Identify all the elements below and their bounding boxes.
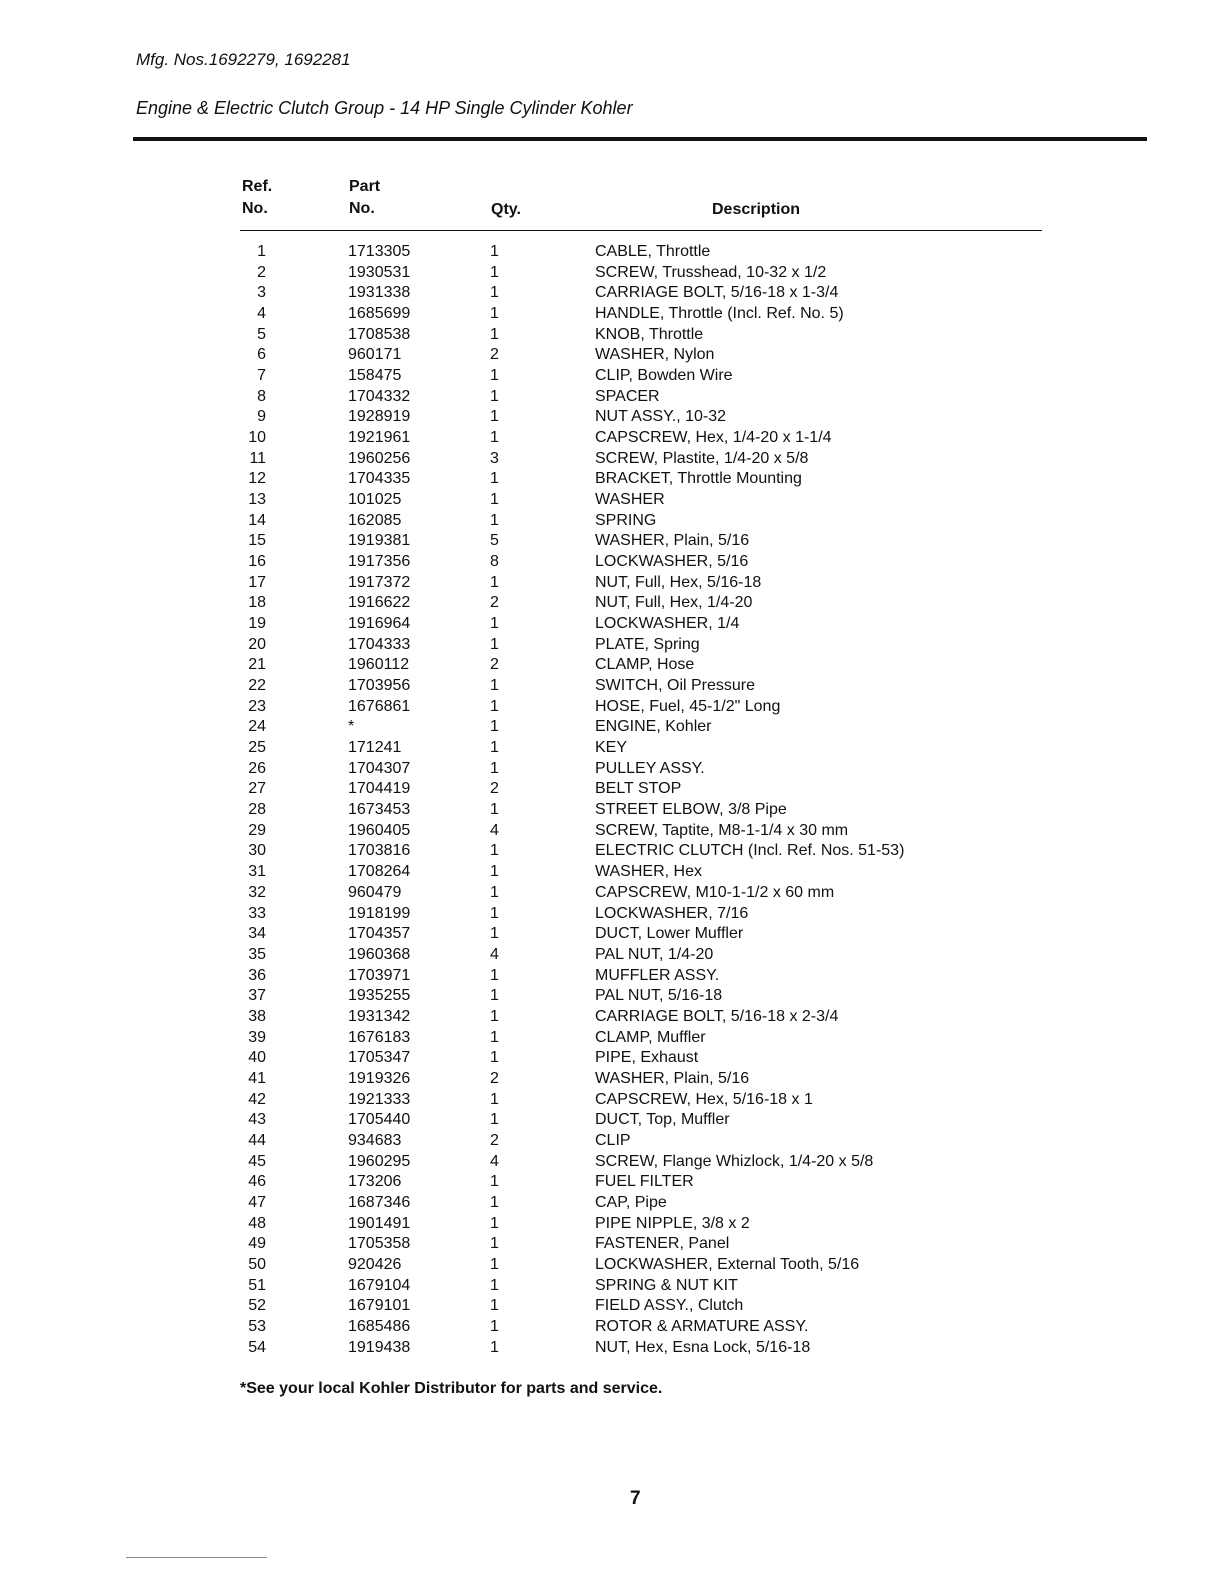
part-no-cell: 1673453	[348, 801, 411, 819]
part-no-cell: 1685699	[348, 305, 411, 323]
part-no-cell: 1960368	[348, 945, 411, 963]
part-no-cell: 1917372	[348, 573, 411, 591]
part-no-cell: 1916964	[348, 615, 411, 633]
table-row	[0, 738, 1224, 759]
description-cell: LOCKWASHER, External Tooth, 5/16	[595, 1255, 860, 1273]
part-no-cell: 1679104	[348, 1276, 411, 1294]
ref-no-cell: 48	[248, 1214, 266, 1232]
qty-cell: 1	[490, 1297, 499, 1315]
table-row	[0, 593, 1224, 614]
part-no-cell: 1931342	[348, 1007, 411, 1025]
part-no-cell: 1960405	[348, 821, 411, 839]
part-no-cell: 101025	[348, 491, 402, 509]
table-row	[0, 966, 1224, 987]
parts-table	[0, 242, 1224, 1358]
ref-no-cell: 30	[248, 842, 266, 860]
table-row	[0, 1234, 1224, 1255]
part-no-cell: 171241	[348, 739, 402, 757]
ref-no-cell: 28	[248, 801, 266, 819]
description-cell: WASHER, Plain, 5/16	[595, 532, 750, 550]
part-no-cell: 173206	[348, 1173, 402, 1191]
ref-no-cell: 41	[248, 1069, 266, 1087]
table-row	[0, 552, 1224, 573]
description-cell: CAPSCREW, M10-1-1/2 x 60 mm	[595, 883, 835, 901]
table-row	[0, 717, 1224, 738]
description-cell: WASHER, Plain, 5/16	[595, 1069, 750, 1087]
ref-no-cell: 6	[257, 346, 266, 364]
description-cell: LOCKWASHER, 1/4	[595, 615, 740, 633]
ref-no-cell: 11	[249, 449, 266, 467]
qty-cell: 4	[490, 821, 499, 839]
header-divider	[240, 230, 1042, 231]
table-row	[0, 1214, 1224, 1235]
part-no-cell: 1705358	[348, 1235, 411, 1253]
qty-cell: 1	[490, 863, 499, 881]
ref-no-cell: 16	[248, 553, 266, 571]
ref-no-cell: 4	[257, 305, 266, 323]
description-cell: CABLE, Throttle	[595, 243, 711, 260]
ref-no-cell: 40	[248, 1049, 266, 1067]
ref-no-cell: 54	[248, 1338, 266, 1356]
qty-cell: 1	[490, 1276, 499, 1294]
part-no-cell: 1676861	[348, 697, 411, 715]
table-row	[0, 1338, 1224, 1359]
qty-cell: 1	[490, 966, 499, 984]
ref-no-cell: 39	[248, 1028, 266, 1046]
description-cell: ELECTRIC CLUTCH (Incl. Ref. Nos. 51-53)	[595, 842, 905, 860]
ref-no-cell: 3	[257, 284, 266, 302]
qty-cell: 1	[490, 883, 499, 901]
table-row	[0, 283, 1224, 304]
table-row	[0, 366, 1224, 387]
qty-cell: 1	[490, 263, 499, 281]
description-cell: SCREW, Plastite, 1/4-20 x 5/8	[595, 449, 809, 467]
part-no-cell: 1960256	[348, 449, 411, 467]
table-row	[0, 904, 1224, 925]
description-cell: KNOB, Throttle	[595, 325, 704, 343]
part-no-cell: 1919381	[348, 532, 411, 550]
ref-no-cell: 17	[248, 573, 266, 591]
table-row	[0, 614, 1224, 635]
table-row	[0, 1255, 1224, 1276]
description-cell: CARRIAGE BOLT, 5/16-18 x 2-3/4	[595, 1007, 839, 1025]
table-row	[0, 1069, 1224, 1090]
qty-cell: 1	[490, 573, 499, 591]
ref-no-cell: 45	[248, 1152, 266, 1170]
ref-no-cell: 24	[248, 718, 266, 736]
part-no-cell: 1705440	[348, 1111, 411, 1129]
description-cell: ENGINE, Kohler	[595, 718, 712, 736]
description-cell: PLATE, Spring	[595, 635, 700, 653]
ref-no-cell: 13	[248, 491, 266, 509]
table-row	[0, 1090, 1224, 1111]
qty-cell: 1	[490, 1214, 499, 1232]
table-row	[0, 1317, 1224, 1338]
description-cell: MUFFLER ASSY.	[595, 966, 720, 984]
qty-cell: 1	[490, 615, 499, 633]
description-cell: CAPSCREW, Hex, 1/4-20 x 1-1/4	[595, 429, 832, 447]
ref-no-cell: 44	[248, 1131, 266, 1149]
part-no-cell: 1704335	[348, 470, 411, 488]
qty-cell: 1	[490, 491, 499, 509]
part-no-cell: 1921961	[348, 429, 411, 447]
ref-no-cell: 38	[248, 1007, 266, 1025]
qty-cell: 1	[490, 511, 499, 529]
table-row	[0, 1028, 1224, 1049]
description-cell: CARRIAGE BOLT, 5/16-18 x 1-3/4	[595, 284, 839, 302]
table-row	[0, 407, 1224, 428]
table-row	[0, 1296, 1224, 1317]
part-no-cell: 1916622	[348, 594, 411, 612]
ref-no-cell: 47	[248, 1193, 266, 1211]
ref-no-cell: 52	[248, 1297, 266, 1315]
part-no-cell: 1931338	[348, 284, 411, 302]
description-cell: WASHER, Nylon	[595, 346, 715, 364]
part-no-cell: 162085	[348, 511, 402, 529]
part-no-cell: 1918199	[348, 904, 411, 922]
part-no-cell: 920426	[348, 1255, 402, 1273]
ref-no-cell: 23	[248, 697, 266, 715]
table-row	[0, 800, 1224, 821]
description-cell: HANDLE, Throttle (Incl. Ref. No. 5)	[595, 305, 844, 323]
part-no-cell: 1708538	[348, 325, 411, 343]
description-cell: CLAMP, Muffler	[595, 1028, 706, 1046]
table-row	[0, 779, 1224, 800]
part-no-cell: 1935255	[348, 987, 411, 1005]
group-title: Engine & Electric Clutch Group - 14 HP Single Cylinder Kohler	[136, 98, 633, 118]
part-no-cell: 1919438	[348, 1338, 411, 1356]
part-no-cell: 158475	[348, 367, 402, 385]
table-row	[0, 821, 1224, 842]
ref-no-cell: 18	[248, 594, 266, 612]
ref-no-cell: 2	[257, 263, 266, 281]
qty-cell: 4	[490, 1152, 499, 1170]
qty-cell: 1	[490, 429, 499, 447]
table-row	[0, 345, 1224, 366]
qty-cell: 1	[490, 1235, 499, 1253]
table-row	[0, 387, 1224, 408]
table-row	[0, 1048, 1224, 1069]
description-cell: HOSE, Fuel, 45-1/2" Long	[595, 697, 781, 715]
ref-no-cell: 50	[248, 1255, 266, 1273]
qty-cell: 1	[490, 987, 499, 1005]
part-no-cell: 1960295	[348, 1152, 411, 1170]
table-row	[0, 697, 1224, 718]
description-cell: SCREW, Flange Whizlock, 1/4-20 x 5/8	[595, 1152, 874, 1170]
description-cell: SCREW, Trusshead, 10-32 x 1/2	[595, 263, 827, 281]
ref-no-cell: 20	[248, 635, 266, 653]
description-cell: PIPE NIPPLE, 3/8 x 2	[595, 1214, 750, 1232]
qty-cell: 2	[490, 656, 499, 674]
ref-no-cell: 46	[248, 1173, 266, 1191]
part-no-cell: 1685486	[348, 1317, 411, 1335]
ref-no-cell: 31	[248, 863, 266, 881]
ref-no-cell: 27	[248, 780, 266, 798]
qty-cell: 1	[490, 677, 499, 695]
qty-cell: 2	[490, 780, 499, 798]
qty-cell: 1	[490, 635, 499, 653]
qty-cell: 1	[490, 1028, 499, 1046]
table-row	[0, 325, 1224, 346]
qty-cell: 1	[490, 904, 499, 922]
qty-cell: 1	[490, 739, 499, 757]
qty-cell: 1	[490, 1338, 499, 1356]
part-no-cell: 1703971	[348, 966, 411, 984]
qty-cell: 1	[490, 1317, 499, 1335]
ref-no-cell: 10	[248, 429, 266, 447]
table-row	[0, 841, 1224, 862]
description-cell: PAL NUT, 1/4-20	[595, 945, 714, 963]
description-header: Description	[712, 201, 801, 218]
ref-no-cell: 51	[248, 1276, 266, 1294]
table-row	[0, 428, 1224, 449]
part-no-cell: 1917356	[348, 553, 411, 571]
qty-cell: 1	[490, 1173, 499, 1191]
table-row	[0, 635, 1224, 656]
qty-cell: 1	[490, 1049, 499, 1067]
description-cell: CLIP	[595, 1131, 631, 1149]
ref-no-cell: 21	[248, 656, 266, 674]
table-row	[0, 759, 1224, 780]
part-no-cell: 1713305	[348, 243, 411, 260]
qty-cell: 1	[490, 1090, 499, 1108]
ref-no-cell: 36	[248, 966, 266, 984]
title-divider	[133, 137, 1147, 141]
table-row	[0, 945, 1224, 966]
table-row	[0, 1131, 1224, 1152]
ref-no-cell: 22	[248, 677, 266, 695]
part-no-cell: 934683	[348, 1131, 402, 1149]
description-cell: PAL NUT, 5/16-18	[595, 987, 723, 1005]
corner-line	[126, 1557, 267, 1558]
qty-cell: 1	[490, 697, 499, 715]
table-row	[0, 986, 1224, 1007]
table-row	[0, 924, 1224, 945]
part-no-cell: 1930531	[348, 263, 411, 281]
table-row	[0, 1193, 1224, 1214]
qty-cell: 1	[490, 759, 499, 777]
table-row	[0, 862, 1224, 883]
table-row	[0, 531, 1224, 552]
part-no-cell: 960171	[348, 346, 402, 364]
description-cell: STREET ELBOW, 3/8 Pipe	[595, 801, 787, 819]
description-cell: WASHER	[595, 491, 665, 509]
ref-no-cell: 9	[257, 408, 266, 426]
description-cell: FIELD ASSY., Clutch	[595, 1297, 744, 1315]
ref-no-cell: 25	[248, 739, 266, 757]
ref-no-cell: 12	[248, 470, 266, 488]
description-cell: NUT, Full, Hex, 5/16-18	[595, 573, 762, 591]
table-row	[0, 304, 1224, 325]
ref-no-cell: 33	[248, 904, 266, 922]
table-row	[0, 1172, 1224, 1193]
qty-cell: 1	[490, 305, 499, 323]
table-row	[0, 1110, 1224, 1131]
table-row	[0, 1276, 1224, 1297]
description-cell: PULLEY ASSY.	[595, 759, 705, 777]
part-no-cell: 1960112	[348, 656, 410, 674]
description-cell: CAP, Pipe	[595, 1193, 667, 1211]
part-no-cell: *	[348, 718, 355, 736]
description-cell: BELT STOP	[595, 780, 682, 798]
part-no-cell: 1676183	[348, 1028, 411, 1046]
ref-no-cell: 34	[248, 925, 266, 943]
qty-cell: 1	[490, 284, 499, 302]
part-no-cell: 1704307	[348, 759, 411, 777]
table-row	[0, 883, 1224, 904]
part-no-cell: 1703956	[348, 677, 411, 695]
description-cell: NUT, Hex, Esna Lock, 5/16-18	[595, 1338, 811, 1356]
part-no-header: Part No.	[349, 178, 381, 217]
part-no-cell: 1704333	[348, 635, 411, 653]
ref-no-cell: 26	[248, 759, 266, 777]
description-cell: LOCKWASHER, 5/16	[595, 553, 749, 571]
part-no-cell: 1687346	[348, 1193, 411, 1211]
part-no-cell: 1708264	[348, 863, 411, 881]
ref-no-cell: 5	[257, 325, 266, 343]
table-row	[0, 655, 1224, 676]
qty-cell: 8	[490, 553, 499, 571]
description-cell: DUCT, Top, Muffler	[595, 1111, 730, 1129]
table-row	[0, 263, 1224, 284]
footnote: *See your local Kohler Distributor for parts and service.	[240, 1380, 663, 1397]
table-row	[0, 1152, 1224, 1173]
part-no-cell: 1705347	[348, 1049, 411, 1067]
qty-cell: 4	[490, 945, 499, 963]
description-cell: BRACKET, Throttle Mounting	[595, 470, 802, 488]
ref-no-cell: 32	[248, 883, 266, 901]
description-cell: CLIP, Bowden Wire	[595, 367, 733, 385]
description-cell: SCREW, Taptite, M8-1-1/4 x 30 mm	[595, 821, 849, 839]
description-cell: SPACER	[595, 387, 660, 405]
ref-no-cell: 53	[248, 1317, 266, 1335]
qty-cell: 3	[490, 449, 499, 467]
qty-cell: 2	[490, 346, 499, 364]
qty-cell: 5	[490, 532, 499, 550]
ref-no-header: Ref. No.	[242, 178, 273, 217]
ref-no-cell: 43	[248, 1111, 266, 1129]
part-no-cell: 1704332	[348, 387, 411, 405]
description-cell: SWITCH, Oil Pressure	[595, 677, 756, 695]
description-cell: DUCT, Lower Muffler	[595, 925, 744, 943]
table-row	[0, 449, 1224, 470]
description-cell: ROTOR & ARMATURE ASSY.	[595, 1317, 809, 1335]
mfg-numbers: Mfg. Nos.1692279, 1692281	[136, 50, 351, 69]
qty-cell: 1	[490, 243, 499, 260]
table-row	[0, 469, 1224, 490]
ref-no-cell: 1	[257, 243, 266, 260]
part-no-cell: 1679101	[348, 1297, 411, 1315]
description-cell: KEY	[595, 739, 628, 757]
qty-cell: 1	[490, 801, 499, 819]
qty-cell: 2	[490, 1131, 499, 1149]
description-cell: SPRING & NUT KIT	[595, 1276, 738, 1294]
ref-no-cell: 8	[257, 387, 266, 405]
part-no-cell: 1901491	[348, 1214, 411, 1232]
ref-no-cell: 49	[248, 1235, 266, 1253]
qty-cell: 1	[490, 470, 499, 488]
qty-cell: 2	[490, 594, 499, 612]
description-cell: CLAMP, Hose	[595, 656, 695, 674]
table-row	[0, 573, 1224, 594]
description-cell: SPRING	[595, 511, 657, 529]
qty-header: Qty.	[491, 201, 521, 218]
qty-cell: 1	[490, 1111, 499, 1129]
ref-no-cell: 15	[248, 532, 266, 550]
part-no-cell: 1703816	[348, 842, 411, 860]
description-cell: FASTENER, Panel	[595, 1235, 730, 1253]
part-no-cell: 1704357	[348, 925, 411, 943]
qty-cell: 1	[490, 925, 499, 943]
description-cell: NUT, Full, Hex, 1/4-20	[595, 594, 753, 612]
qty-cell: 1	[490, 1007, 499, 1025]
qty-cell: 1	[490, 1193, 499, 1211]
qty-cell: 1	[490, 387, 499, 405]
description-cell: PIPE, Exhaust	[595, 1049, 699, 1067]
ref-no-cell: 29	[248, 821, 266, 839]
table-row	[0, 676, 1224, 697]
part-no-cell: 1919326	[348, 1069, 411, 1087]
description-cell: NUT ASSY., 10-32	[595, 408, 727, 426]
table-row	[0, 242, 1224, 263]
ref-no-cell: 35	[248, 945, 266, 963]
table-row	[0, 490, 1224, 511]
description-cell: FUEL FILTER	[595, 1173, 694, 1191]
table-row	[0, 1007, 1224, 1028]
qty-cell: 1	[490, 718, 499, 736]
description-cell: WASHER, Hex	[595, 863, 702, 881]
ref-no-cell: 19	[248, 615, 266, 633]
qty-cell: 1	[490, 408, 499, 426]
part-no-cell: 1921333	[348, 1090, 411, 1108]
ref-no-cell: 42	[248, 1090, 266, 1108]
part-no-cell: 1928919	[348, 408, 411, 426]
ref-no-cell: 37	[248, 987, 266, 1005]
ref-no-cell: 7	[257, 367, 266, 385]
qty-cell: 1	[490, 1255, 499, 1273]
ref-no-cell: 14	[248, 511, 266, 529]
page-number: 7	[630, 1488, 641, 1509]
qty-cell: 1	[490, 842, 499, 860]
table-row	[0, 511, 1224, 532]
qty-cell: 2	[490, 1069, 499, 1087]
description-cell: LOCKWASHER, 7/16	[595, 904, 749, 922]
part-no-cell: 960479	[348, 883, 402, 901]
part-no-cell: 1704419	[348, 780, 411, 798]
description-cell: CAPSCREW, Hex, 5/16-18 x 1	[595, 1090, 813, 1108]
qty-cell: 1	[490, 367, 499, 385]
qty-cell: 1	[490, 325, 499, 343]
